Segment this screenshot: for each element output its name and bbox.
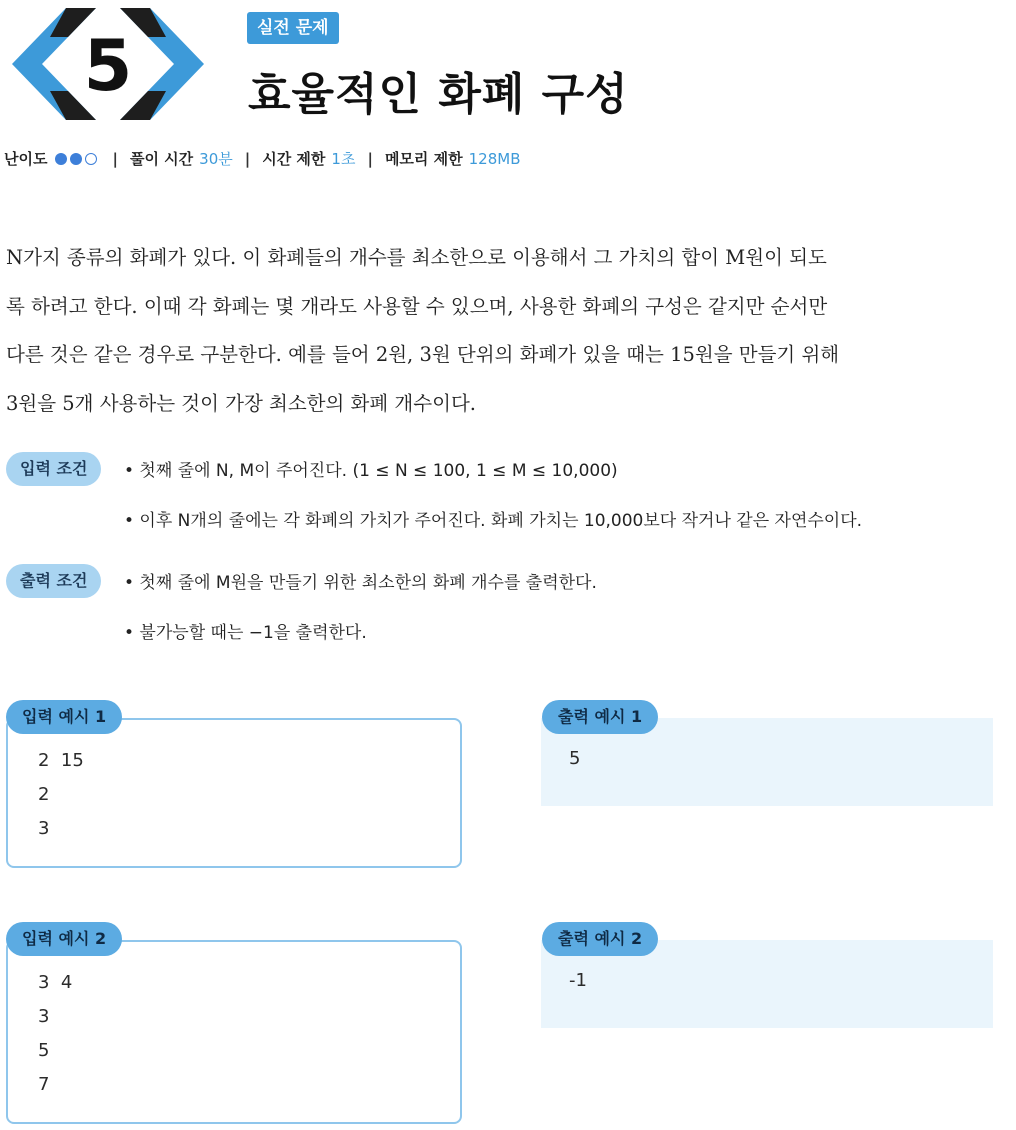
right-chevron-icon bbox=[120, 8, 204, 120]
solve-time-label: 풀이 시간 bbox=[129, 150, 194, 168]
meta-separator: | bbox=[244, 149, 251, 168]
difficulty-dot-filled bbox=[70, 153, 82, 165]
input-condition-item: • 첫째 줄에 N, M이 주어진다. (1 ≤ N ≤ 100, 1 ≤ M ≤ 10,000) bbox=[124, 461, 618, 481]
time-limit-label: 시간 제한 bbox=[262, 150, 326, 168]
problem-meta bbox=[4, 148, 521, 169]
input-example-label: 입력 예시 1 bbox=[6, 700, 122, 734]
output-example-line: 5 bbox=[569, 748, 581, 769]
description-line: 3원을 5개 사용하는 것이 가장 최소한의 화폐 개수이다. bbox=[6, 391, 476, 415]
input-condition-label: 입력 조건 bbox=[6, 452, 101, 486]
difficulty-label: 난이도 bbox=[4, 150, 48, 168]
input-example-line: 3 4 bbox=[38, 972, 73, 993]
input-example-line: 7 bbox=[38, 1074, 50, 1095]
solve-time-value: 30분 bbox=[199, 150, 233, 168]
input-condition-item: • 이후 N개의 줄에는 각 화폐의 가치가 주어진다. 화폐 가치는 10,000보다 작거나 같은 자연수이다. bbox=[124, 511, 863, 531]
description-line: N가지 종류의 화폐가 있다. 이 화폐들의 개수를 최소한으로 이용해서 그 가치의 합이 M원이 되도 bbox=[6, 246, 827, 269]
chapter-number: 5 bbox=[83, 25, 133, 107]
input-example-line: 2 bbox=[38, 784, 50, 805]
output-condition-label: 출력 조건 bbox=[6, 564, 101, 598]
input-example-line: 2 15 bbox=[38, 750, 84, 771]
input-example-label: 입력 예시 2 bbox=[6, 922, 122, 956]
output-example-line: -1 bbox=[569, 970, 587, 991]
difficulty-dot-filled bbox=[55, 153, 67, 165]
input-example-line: 3 bbox=[38, 1006, 50, 1027]
memory-limit-value: 128MB bbox=[468, 149, 521, 168]
problem-description bbox=[6, 234, 998, 428]
description-line: 다른 것은 같은 경우로 구분한다. 예를 들어 2원, 3원 단위의 화폐가 있을 때는 15원을 만들기 위해 bbox=[6, 343, 840, 366]
memory-limit-label: 메모리 제한 bbox=[384, 150, 463, 168]
difficulty-dot-empty bbox=[85, 153, 97, 165]
output-condition-item: • 첫째 줄에 M원을 만들기 위한 최소한의 화폐 개수를 출력한다. bbox=[124, 573, 597, 593]
input-example-line: 5 bbox=[38, 1040, 50, 1061]
meta-separator: | bbox=[112, 149, 118, 168]
description-line: 록 하려고 한다. 이때 각 화폐는 몇 개라도 사용할 수 있으며, 사용한 화폐의 구성은 같지만 순서만 bbox=[6, 294, 828, 318]
difficulty-rating bbox=[55, 153, 100, 165]
time-limit-value: 1초 bbox=[331, 150, 356, 168]
practice-tag: 실전 문제 bbox=[247, 12, 339, 44]
page-title: 효율적인 화폐 구성 bbox=[248, 69, 629, 120]
output-condition-item: • 불가능할 때는 −1을 출력한다. bbox=[124, 623, 367, 643]
input-example-line: 3 bbox=[38, 818, 50, 839]
chapter-number-badge bbox=[4, 8, 212, 120]
input-example-box bbox=[6, 940, 462, 1124]
meta-separator: | bbox=[367, 149, 373, 168]
input-example-box bbox=[6, 718, 462, 868]
output-example-label: 출력 예시 1 bbox=[542, 700, 658, 734]
output-example-label: 출력 예시 2 bbox=[542, 922, 658, 956]
